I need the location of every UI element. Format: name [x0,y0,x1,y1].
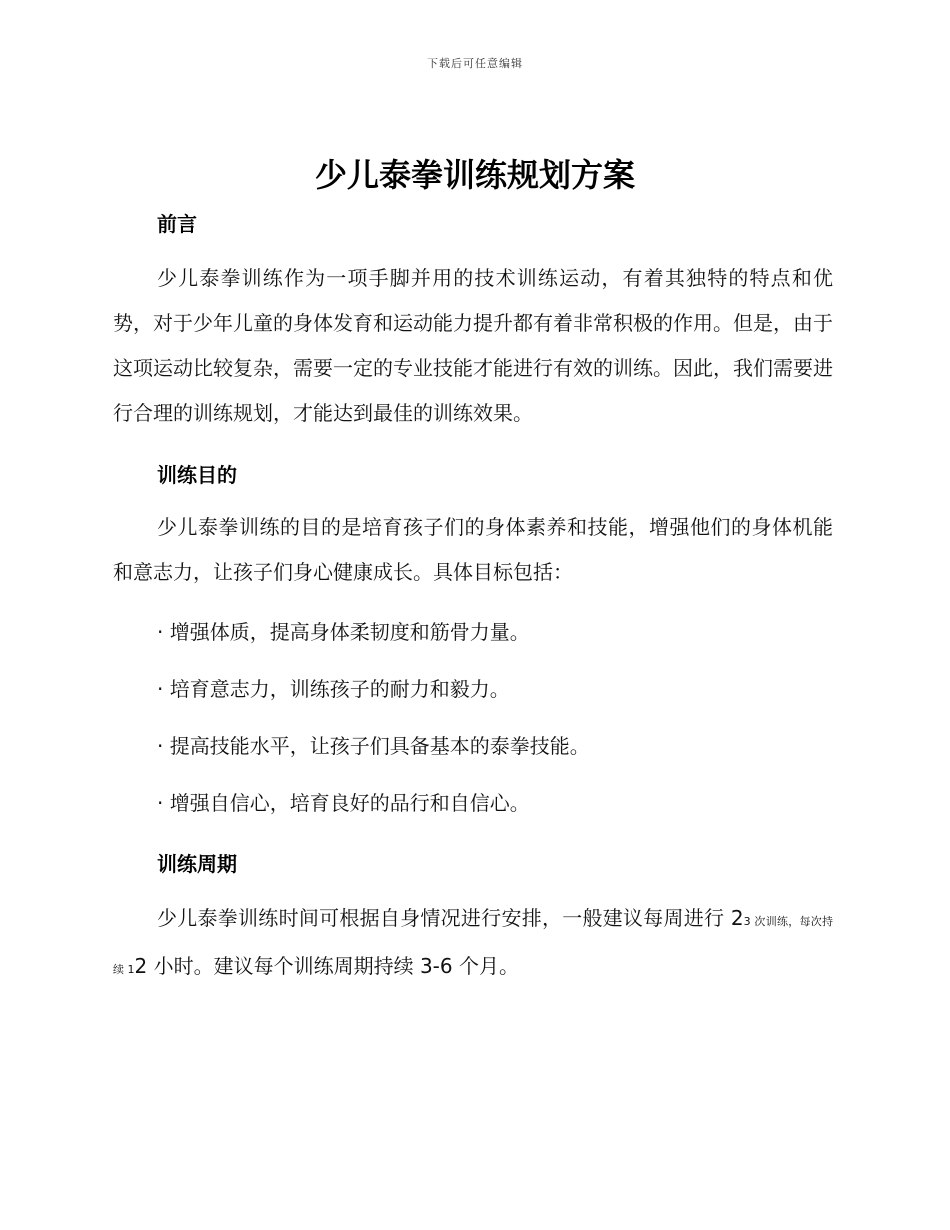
goals-list-item: · 增强自信心，培育良好的品行和自信心。 [157,791,530,815]
cycle-text-small: 3 次训练，每次持续 1 [113,915,833,976]
section-heading-preface: 前言 [157,212,197,236]
section-heading-cycle: 训练周期 [157,852,237,876]
goals-paragraph: 少儿泰拳训练的目的是培育孩子们的身体素养和技能，增强他们的身体机能和意志力，让孩子们身心健康成长。具体目标包括： [113,515,833,584]
cycle-text-part2: 2 小时。建议每个训练周期持续 3-6 个月。 [134,954,519,978]
cycle-text-part1: 少儿泰拳训练时间可根据自身情况进行安排，一般建议每周进行 2 [157,906,744,930]
goals-list-item: · 增强体质，提高身体柔韧度和筋骨力量。 [157,620,530,644]
goals-list-item: · 培育意志力，训练孩子的耐力和毅力。 [157,677,510,701]
section-heading-goals: 训练目的 [157,463,237,487]
cycle-paragraph [113,896,833,992]
document-title: 少儿泰拳训练规划方案 [314,156,635,194]
header-note: 下载后可任意编辑 [427,57,523,70]
preface-paragraph: 少儿泰拳训练作为一项手脚并用的技术训练运动，有着其独特的特点和优势，对于少年儿童的身体发育和运动能力提升都有着非常积极的作用。但是，由于这项运动比较复杂，需要一定的专业技能才能进行有效的训练。因此，我们需要进行合理的训练规划，才能达到最佳的训练效果。 [113,266,833,425]
goals-list-item: · 提高技能水平，让孩子们具备基本的泰拳技能。 [157,734,590,758]
